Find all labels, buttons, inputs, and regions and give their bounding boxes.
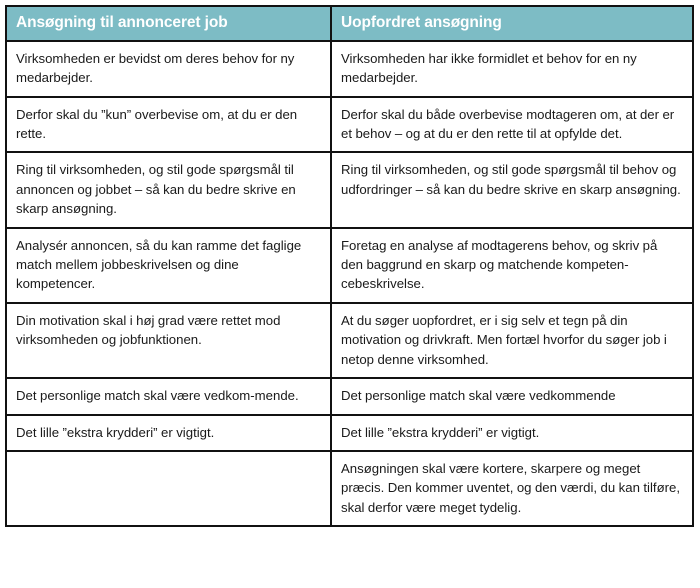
cell-text: Derfor skal du ”kun” overbevise om, at du er den rette. <box>16 106 298 142</box>
comparison-table <box>5 5 694 527</box>
table-header <box>6 6 693 41</box>
cell-right <box>331 41 693 97</box>
table-header-row <box>6 6 693 41</box>
cell-text: At du søger uopfordret, er i sig selv et tegn på din motivation og drivkraft. Men fortæl hvorfor du søger job i netop denne virksomhed. <box>341 312 667 367</box>
cell-left <box>6 152 331 227</box>
cell-right <box>331 415 693 451</box>
cell-text: Det personlige match skal være vedkom-mende. <box>16 388 299 404</box>
cell-right <box>331 451 693 526</box>
cell-right <box>331 378 693 414</box>
column-header-annonceret-job: Ansøgning til annonceret job <box>6 6 331 41</box>
cell-text: Det lille ”ekstra krydderi” er vigtigt. <box>341 424 540 440</box>
cell-right <box>331 228 693 303</box>
table-row <box>6 378 693 414</box>
table-row <box>6 152 693 227</box>
cell-text: Virksomheden er bevidst om deres behov for ny medarbejder. <box>16 50 295 86</box>
column-header-uopfordret-ansoegning: Uopfordret ansøgning <box>331 6 693 41</box>
cell-right <box>331 303 693 378</box>
table-row <box>6 228 693 303</box>
table-row <box>6 415 693 451</box>
cell-text: Virksomheden har ikke formidlet et behov for en ny medarbejder. <box>341 50 637 86</box>
cell-left <box>6 415 331 451</box>
table-row <box>6 303 693 378</box>
table-row <box>6 97 693 153</box>
cell-text: Din motivation skal i høj grad være rettet mod virksomheden og jobfunktionen. <box>16 312 281 348</box>
cell-left <box>6 378 331 414</box>
cell-text: Foretag en analyse af modtagerens behov, og skriv på den baggrund en skarp og matchende kompeten-cebeskrivelse. <box>341 237 658 292</box>
cell-right <box>331 97 693 153</box>
cell-left <box>6 97 331 153</box>
cell-left <box>6 228 331 303</box>
cell-text: Ring til virksomheden, og stil gode spørgsmål til annoncen og jobbet – så kan du bedre skrive en skarp ansøgning. <box>16 162 296 217</box>
cell-right <box>331 152 693 227</box>
cell-left-empty <box>6 451 331 526</box>
cell-left <box>6 41 331 97</box>
cell-text: Ansøgningen skal være kortere, skarpere og meget præcis. Den kommer uventet, og den værdi, du kan tilføre, skal derfor være meget tydelig. <box>341 460 681 515</box>
table-row <box>6 41 693 97</box>
cell-left <box>6 303 331 378</box>
cell-text: Det lille ”ekstra krydderi” er vigtigt. <box>16 424 215 440</box>
cell-text: Ring til virksomheden, og stil gode spørgsmål til behov og udfordringer – så kan du bedre skrive en skarp ansøgning. <box>341 162 681 197</box>
cell-text: Derfor skal du både overbevise modtageren om, at der er et behov – og at du er den rette til at opfylde det. <box>341 106 675 142</box>
table-row <box>6 451 693 526</box>
cell-text: Det personlige match skal være vedkommende <box>341 388 616 404</box>
cell-text: Analysér annoncen, så du kan ramme det faglige match mellem jobbeskrivelsen og dine kompetencer. <box>16 237 302 292</box>
table-body <box>6 41 693 526</box>
